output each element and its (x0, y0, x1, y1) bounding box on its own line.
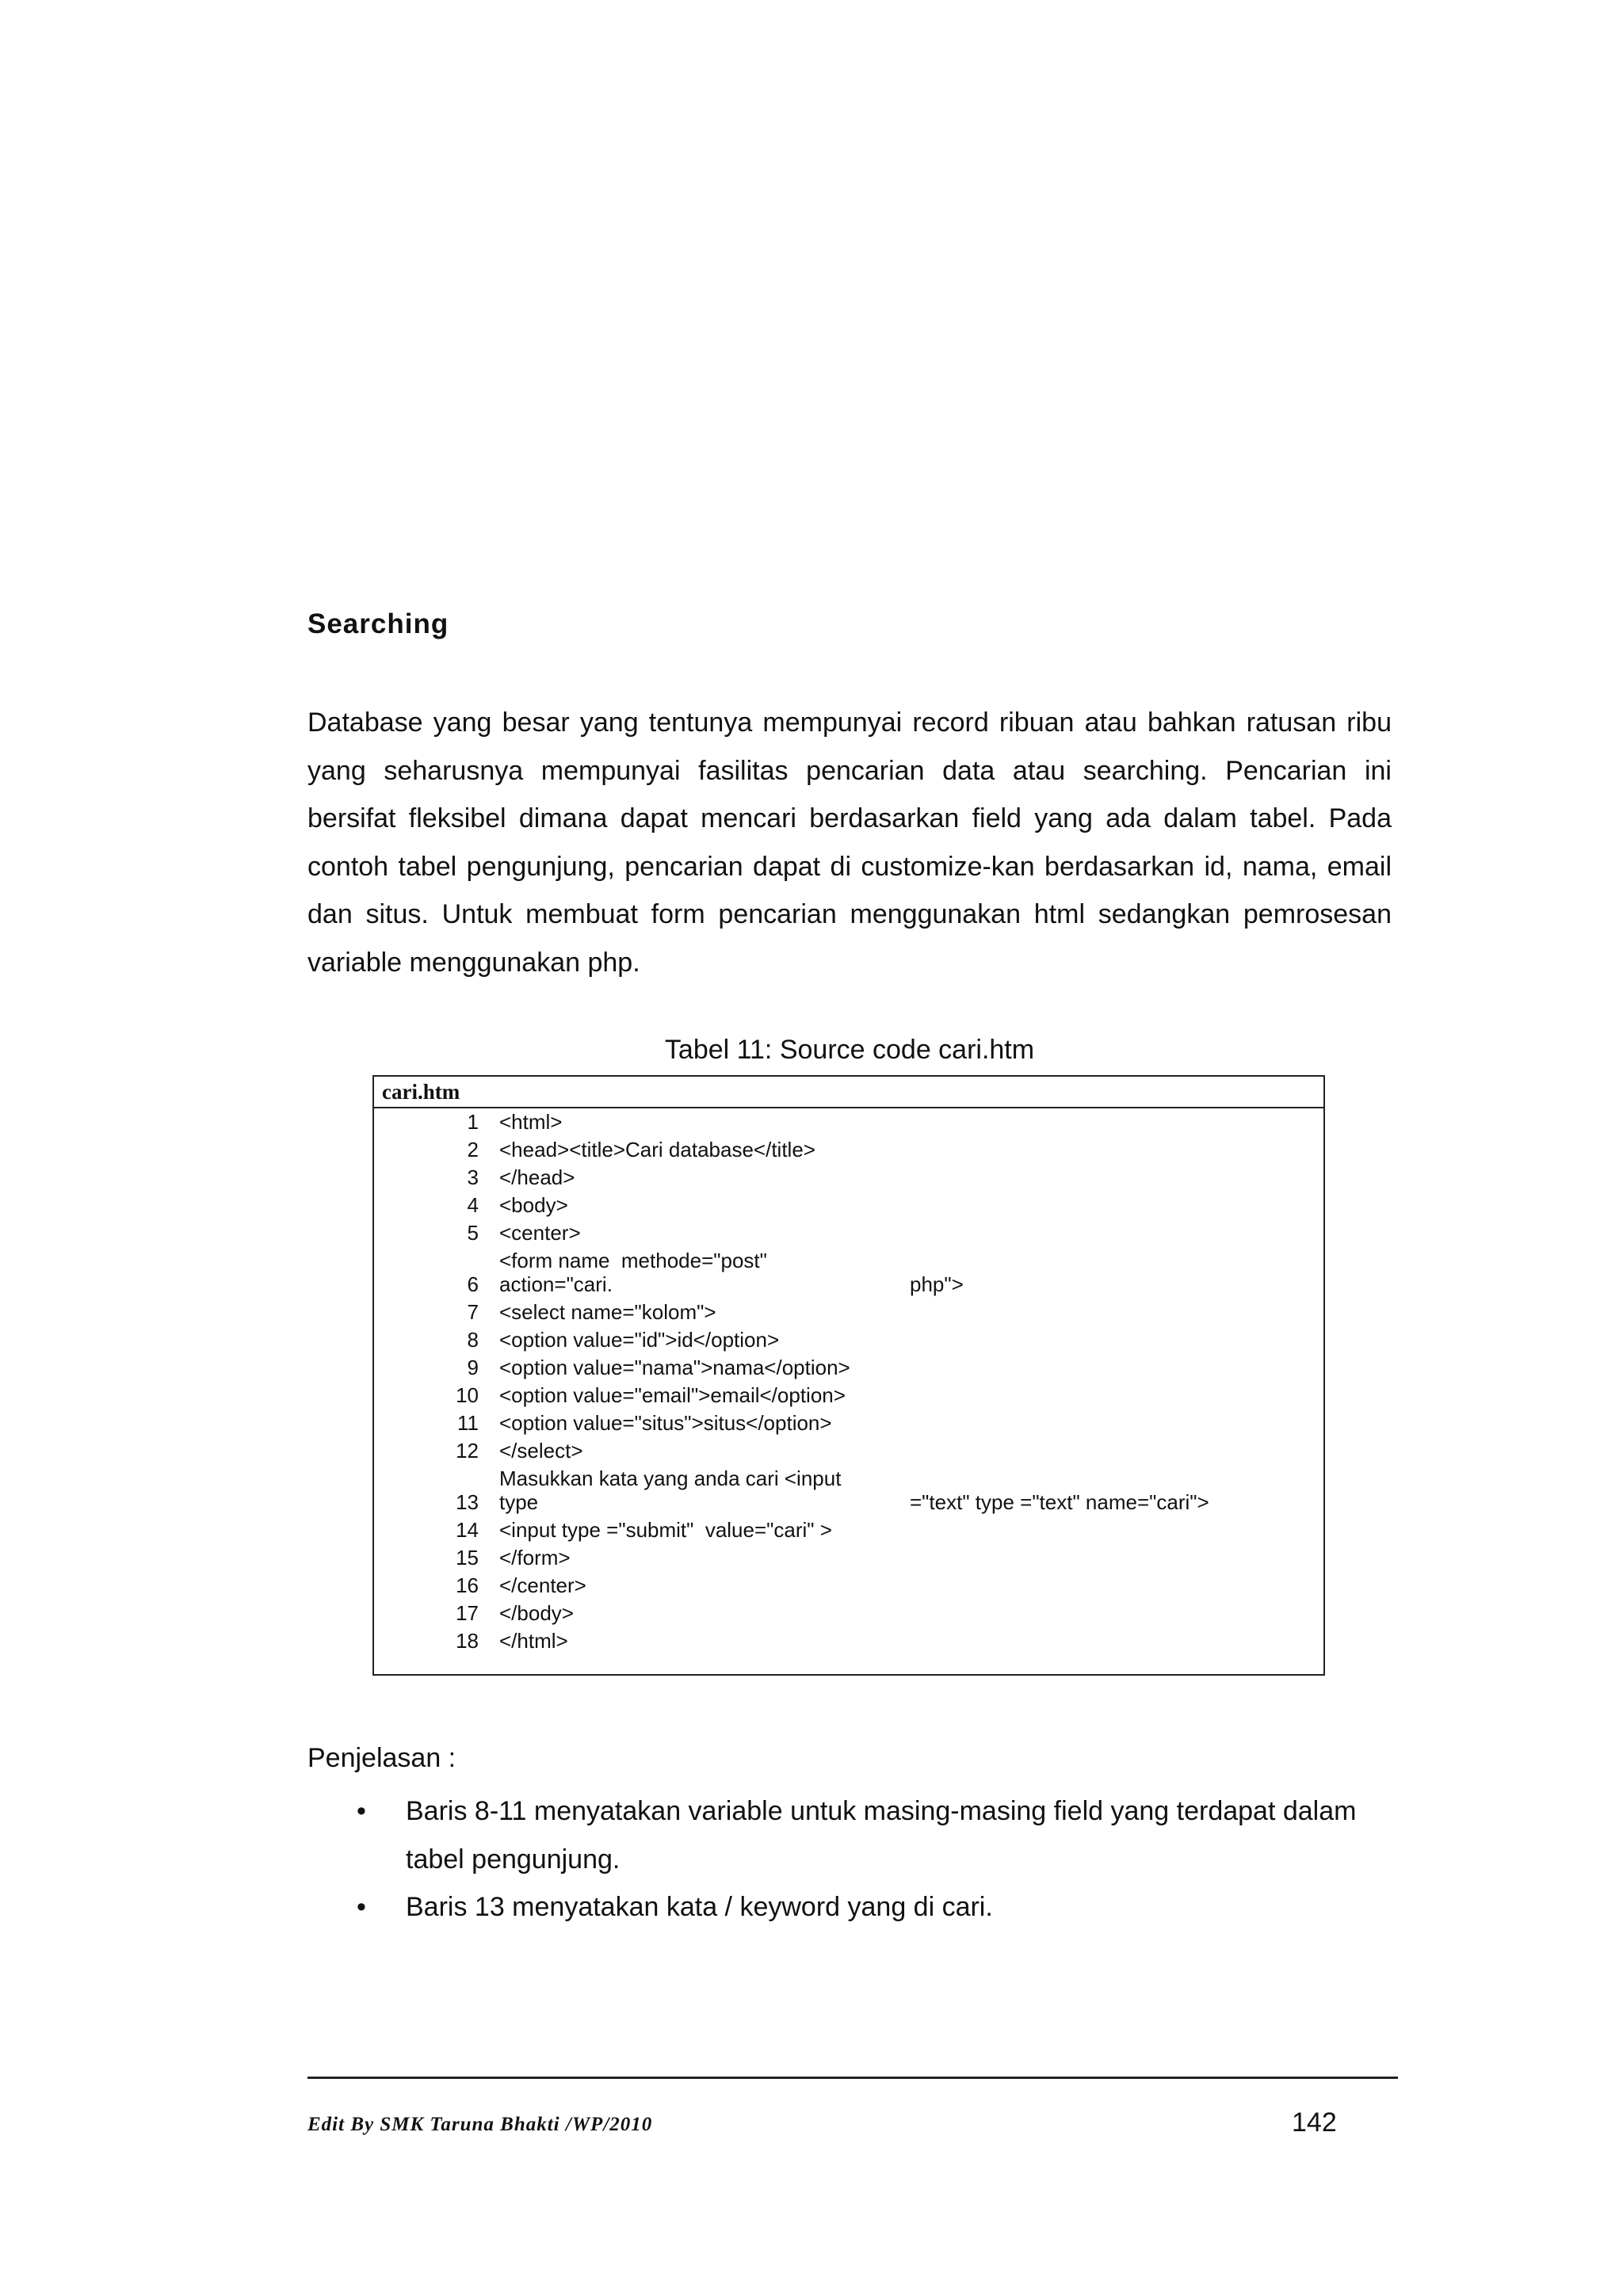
code-line-number: 2 (467, 1138, 479, 1161)
table-caption: Tabel 11: Source code cari.htm (664, 1035, 1035, 1065)
code-line-number: 15 (456, 1546, 479, 1569)
code-line-text: Masukkan kata yang anda cari <input (499, 1466, 842, 1490)
bullet-list (357, 1787, 1379, 1932)
bullet-text: Baris 13 menyatakan kata / keyword yang di cari. (406, 1892, 993, 1922)
code-line-number: 12 (456, 1439, 479, 1463)
bullet-icon: • (357, 1796, 366, 1826)
footer-credit: Edit By SMK Taruna Bhakti /WP/2010 (307, 2114, 653, 2135)
code-line-text: </center> (499, 1573, 586, 1597)
code-line-number: 3 (467, 1165, 479, 1189)
code-line-text: </body> (499, 1601, 574, 1625)
code-line-text: <option value="email">email</option> (499, 1383, 846, 1407)
code-line-text: <head><title>Cari database</title> (499, 1138, 815, 1161)
code-line-number: 6 (467, 1272, 479, 1296)
code-line-text: action="cari. (499, 1272, 613, 1296)
code-listing (372, 1075, 1325, 1676)
code-line-text: <option value="situs">situs</option> (499, 1411, 832, 1435)
list-item (357, 1883, 1379, 1932)
code-line-continuation: ="text" type ="text" name="cari"> (910, 1490, 1209, 1514)
code-line-text: <html> (499, 1110, 563, 1134)
code-line-number: 14 (456, 1518, 479, 1542)
code-line-continuation: php"> (910, 1272, 964, 1296)
bullet-text: Baris 8-11 menyatakan variable untuk masing-masing field yang terdapat dalam tabel pengunjung. (406, 1796, 1357, 1875)
code-line-text: </head> (499, 1165, 575, 1189)
code-line-text: type (499, 1490, 539, 1514)
bullet-icon: • (357, 1892, 366, 1922)
code-line-number: 13 (456, 1490, 479, 1514)
section-title: Searching (307, 608, 449, 639)
code-line-number: 7 (467, 1300, 479, 1324)
code-line-text: </html> (499, 1629, 568, 1653)
list-item (357, 1787, 1379, 1883)
code-line-number: 4 (467, 1193, 479, 1217)
code-line-text: </select> (499, 1439, 583, 1463)
code-line-text: <select name="kolom"> (499, 1300, 716, 1324)
body-paragraph: Database yang besar yang tentunya mempunyai record ribuan atau bahkan ratusan ribu yang seharusnya mempunyai fasilitas pencarian data atau searching. Pencarian ini bersifat fleksibel dimana dapat mencari berdasarkan field yang ada dalam tabel. Pada contoh tabel pengunjung, pencarian dapat di customize-kan berdasarkan id, nama, email dan situs. Untuk membuat form pencarian menggunakan html sedangkan pemrosesan variable menggunakan php. (307, 707, 1392, 978)
code-line-number: 8 (467, 1328, 479, 1352)
code-line-number: 5 (467, 1221, 479, 1245)
page-number: 142 (1292, 2107, 1337, 2138)
footer-divider (307, 2077, 1398, 2079)
code-line-number: 10 (456, 1383, 479, 1407)
code-line-number: 11 (457, 1411, 479, 1435)
penjelasan-label: Penjelasan : (307, 1743, 456, 1773)
code-line-text: <form name methode="post" (499, 1249, 767, 1272)
code-line-number: 9 (467, 1356, 479, 1379)
code-line-text: </form> (499, 1546, 571, 1569)
code-filename: cari.htm (374, 1077, 1323, 1108)
code-line-text: <center> (499, 1221, 581, 1245)
code-line-text: <body> (499, 1193, 568, 1217)
code-line-text: <input type ="submit" value="cari" > (499, 1518, 832, 1542)
code-line-text: <option value="id">id</option> (499, 1328, 780, 1352)
code-line-number: 18 (456, 1629, 479, 1653)
code-line-text: <option value="nama">nama</option> (499, 1356, 850, 1379)
code-line-number: 17 (456, 1601, 479, 1625)
code-line-number: 1 (467, 1110, 479, 1134)
code-line-number: 16 (456, 1573, 479, 1597)
